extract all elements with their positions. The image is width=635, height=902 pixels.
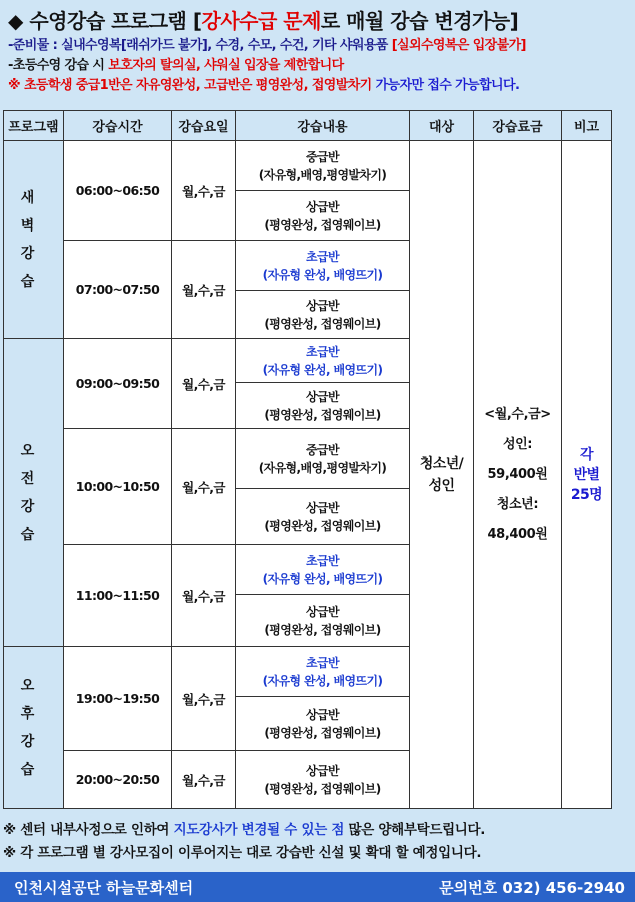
title-highlight: 강사수급 문제 xyxy=(201,9,321,33)
time-cell: 11:00~11:50 xyxy=(64,545,172,647)
days-cell: 월,수,금 xyxy=(172,339,236,429)
days-cell: 월,수,금 xyxy=(172,241,236,339)
footer-contact: 문의번호 032) 456-2940 xyxy=(439,878,625,897)
time-cell: 19:00~19:50 xyxy=(64,647,172,751)
content-cell: 상급반 (평영완성, 접영웨이브) xyxy=(236,697,410,751)
footer-bar xyxy=(0,872,635,902)
footnote-instructor-change: ※ 센터 내부사정으로 인하여 지도강사가 변경될 수 있는 점 많은 양해부탁드립니다. xyxy=(3,822,486,838)
program-morning: 오 전 강 습 xyxy=(4,339,64,647)
diamond-icon: ◆ xyxy=(8,9,23,33)
time-cell: 07:00~07:50 xyxy=(64,241,172,339)
footer-org: 인천시설공단 하늘문화센터 xyxy=(14,878,194,897)
note-elementary: ※ 초등학생 중급1반은 자유영완성, 고급반은 평영완성, 접영발차기 가능자만 접수 가능합니다. xyxy=(8,78,520,93)
table-row xyxy=(4,141,612,191)
note-supplies: -준비물 : 실내수영복[래쉬가드 불가], 수경, 수모, 수건, 기타 샤워용품 [실외수영복은 입장불가] xyxy=(8,38,526,53)
content-cell: 초급반 (자유형 완성, 배영뜨기) xyxy=(236,545,410,595)
content-cell: 상급반 (평영완성, 접영웨이브) xyxy=(236,751,410,809)
content-cell: 상급반 (평영완성, 접영웨이브) xyxy=(236,595,410,647)
content-cell: 상급반 (평영완성, 접영웨이브) xyxy=(236,191,410,241)
content-cell: 상급반 (평영완성, 접영웨이브) xyxy=(236,291,410,339)
footnote-new-classes: ※ 각 프로그램 별 강사모집이 이루어지는 대로 강습반 신설 및 확대 할 예정입니다. xyxy=(3,845,482,861)
days-cell: 월,수,금 xyxy=(172,647,236,751)
time-cell: 09:00~09:50 xyxy=(64,339,172,429)
remark-cell: 각 반별 25명 xyxy=(562,141,612,809)
page-title: ◆ 수영강습 프로그램 [강사수급 문제로 매월 강습 변경가능] xyxy=(8,9,519,33)
content-cell: 초급반 (자유형 완성, 배영뜨기) xyxy=(236,339,410,383)
target-cell: 청소년/ 성인 xyxy=(410,141,474,809)
days-cell: 월,수,금 xyxy=(172,545,236,647)
table-header-row xyxy=(4,111,612,141)
days-cell: 월,수,금 xyxy=(172,141,236,241)
time-cell: 10:00~10:50 xyxy=(64,429,172,545)
header-content: 강습내용 xyxy=(236,111,410,141)
header-time: 강습시간 xyxy=(64,111,172,141)
content-cell: 중급반 (자유형,배영,평영발차기) xyxy=(236,141,410,191)
time-cell: 06:00~06:50 xyxy=(64,141,172,241)
header-remark: 비고 xyxy=(562,111,612,141)
program-afternoon: 오 후 강 습 xyxy=(4,647,64,809)
header-days: 강습요일 xyxy=(172,111,236,141)
fee-cell: <월,수,금> 성인: 59,400원 청소년: 48,400원 xyxy=(474,141,562,809)
header-target: 대상 xyxy=(410,111,474,141)
days-cell: 월,수,금 xyxy=(172,751,236,809)
content-cell: 상급반 (평영완성, 접영웨이브) xyxy=(236,383,410,429)
header-program: 프로그램 xyxy=(4,111,64,141)
content-cell: 상급반 (평영완성, 접영웨이브) xyxy=(236,489,410,545)
schedule-table xyxy=(3,110,612,809)
program-dawn: 새 벽 강 습 xyxy=(4,141,64,339)
content-cell: 초급반 (자유형 완성, 배영뜨기) xyxy=(236,241,410,291)
header xyxy=(0,0,635,96)
header-fee: 강습료금 xyxy=(474,111,562,141)
content-cell: 초급반 (자유형 완성, 배영뜨기) xyxy=(236,647,410,697)
time-cell: 20:00~20:50 xyxy=(64,751,172,809)
content-cell: 중급반 (자유형,배영,평영발차기) xyxy=(236,429,410,489)
note-guardian: -초등수영 강습 시 보호자의 탈의실, 샤워실 입장을 제한합니다 xyxy=(8,58,344,73)
days-cell: 월,수,금 xyxy=(172,429,236,545)
